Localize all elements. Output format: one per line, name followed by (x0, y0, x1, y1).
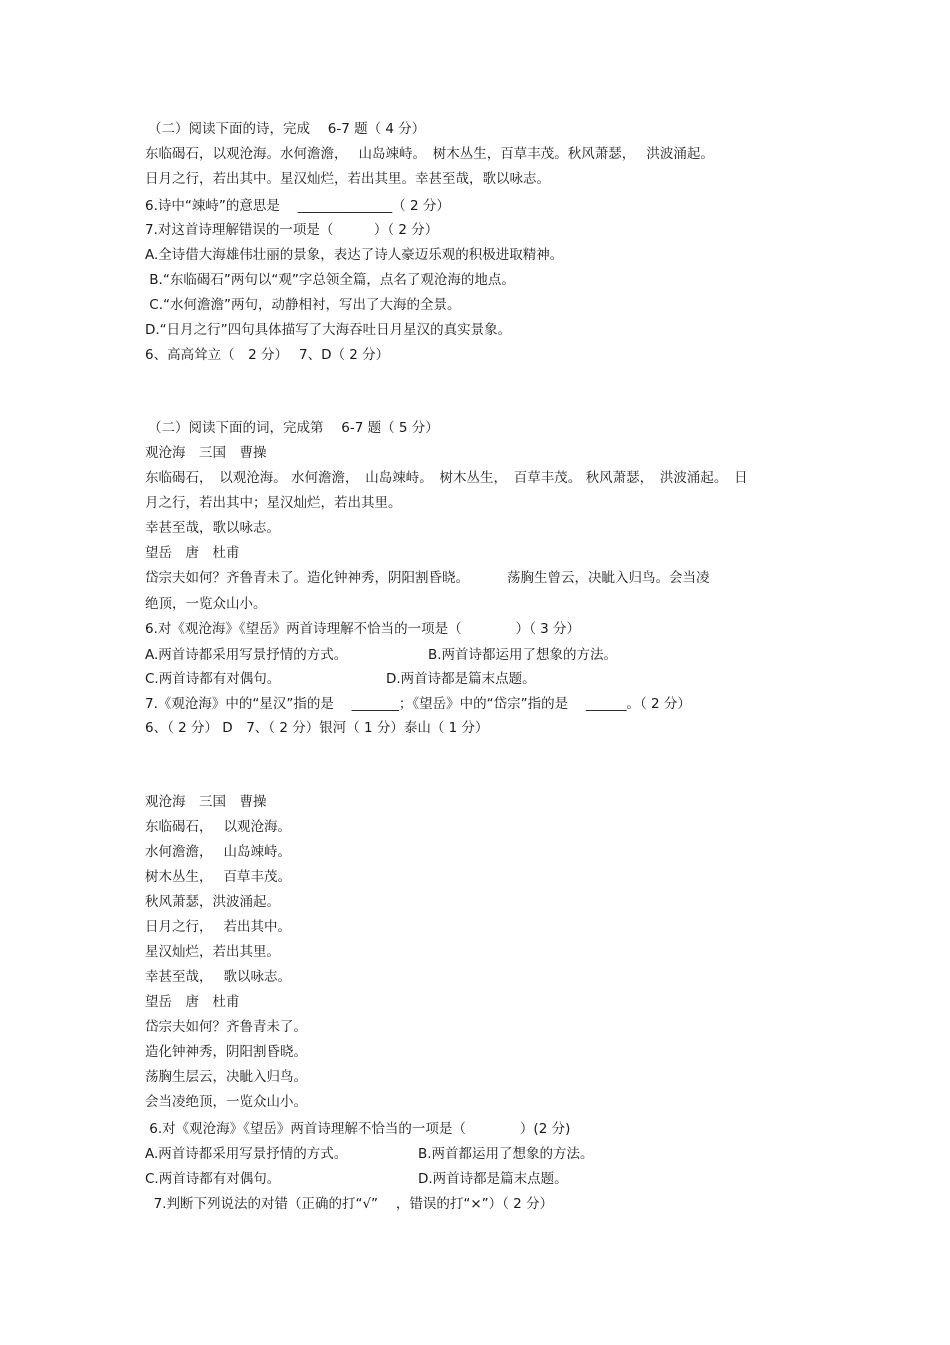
section2-option-a: A.两首诗都采用写景抒情的方式。 (145, 647, 348, 663)
section3-poem2-line: 会当凌绝顶，一览众山小。 (145, 1094, 307, 1110)
section3-poem2-line: 造化钟神秀，阴阳割昏晓。 (145, 1044, 307, 1060)
section2-poem2-title: 望岳 唐 杜甫 (145, 545, 240, 561)
section1-option-d: D.“日月之行”四句具体描写了大海吞吐日月星汉的真实景象。 (145, 322, 512, 338)
section2-heading: （二）阅读下面的词，完成第 6-7 题（ 5 分） (148, 420, 439, 436)
section3-poem1-line: 秋风萧瑟，洪波涌起。 (145, 894, 280, 910)
section2-question6: 6.对《观沧海》《望岳》两首诗理解不恰当的一项是（ ）（ 3 分） (145, 621, 581, 637)
section2-poem2-line1: 岱宗夫如何？齐鲁青未了。造化钟神秀，阴阳割昏晓。 荡胸生曾云，决眦入归鸟。会当凌 (145, 570, 710, 586)
section2-option-b: B.两首诗都运用了想象的方法。 (428, 647, 618, 663)
section3-question7: 7.判断下列说法的对错（正确的打“√” ，错误的打“×”）（ 2 分） (145, 1196, 554, 1212)
section3-option-d: D.两首诗都是篇末点题。 (418, 1171, 568, 1187)
section3-poem1-title: 观沧海 三国 曹操 (145, 794, 267, 810)
section3-poem1-line: 东临碣石， 以观沧海。 (145, 819, 292, 835)
section3-option-c: C.两首诗都有对偶句。 (145, 1171, 281, 1187)
section1-question6: 6.诗中“竦峙”的意思是 ______________（ 2 分） (145, 198, 450, 214)
section2-answer: 6、（ 2 分） D 7、（ 2 分）银河（ 1 分）泰山（ 1 分） (145, 720, 489, 736)
section1-option-c: C.“水何澹澹”两句，动静相衬，写出了大海的全景。 (145, 297, 461, 313)
section2-poem1-line3: 幸甚至哉，歌以咏志。 (145, 520, 280, 536)
section1-answer: 6、高高耸立（ 2 分） 7、D（ 2 分） (145, 347, 390, 363)
section2-poem1-line2: 月之行，若出其中；星汉灿烂，若出其里。 (145, 495, 402, 511)
section3-option-a: A.两首诗都采用写景抒情的方式。 (145, 1146, 348, 1162)
section3-poem1-line: 树木丛生， 百草丰茂。 (145, 869, 292, 885)
section3-option-b: B.两首都运用了想象的方法。 (418, 1146, 594, 1162)
section3-poem1-line: 幸甚至哉， 歌以咏志。 (145, 969, 292, 985)
section1-heading: （二）阅读下面的诗，完成 6-7 题（ 4 分） (148, 121, 426, 137)
section2-poem1-line1: 东临碣石， 以观沧海。 水何澹澹， 山岛竦峙。 树木丛生， 百草丰茂。 秋风萧瑟， 洪波涌起。 日 (145, 470, 748, 486)
section2-question7: 7.《观沧海》中的“星汉”指的是 _______；《望岳》中的“岱宗”指的是 ______。（ 2 分） (145, 696, 691, 712)
section3-poem1-line: 日月之行， 若出其中。 (145, 919, 292, 935)
section2-poem1-title: 观沧海 三国 曹操 (145, 445, 267, 461)
section1-option-a: A.全诗借大海雄伟壮丽的景象，表达了诗人豪迈乐观的积极进取精神。 (145, 247, 564, 263)
section3-question6: 6.对《观沧海》《望岳》两首诗理解不恰当的一项是（ ）(2 分) (145, 1121, 571, 1137)
section3-poem1-line: 星汉灿烂，若出其里。 (145, 944, 280, 960)
section3-poem1-line: 水何澹澹， 山岛竦峙。 (145, 844, 292, 860)
section1-option-b: B.“东临碣石”两句以“观”字总领全篇，点名了观沧海的地点。 (145, 272, 515, 288)
section3-poem2-line: 岱宗夫如何？齐鲁青未了。 (145, 1019, 307, 1035)
section1-poem-line1: 东临碣石，以观沧海。水何澹澹， 山岛竦峙。 树木丛生，百草丰茂。秋风萧瑟， 洪波涌起。 (145, 146, 714, 162)
section2-option-d: D.两首诗都是篇末点题。 (386, 671, 536, 687)
section2-poem2-line2: 绝顶，一览众山小。 (145, 596, 267, 612)
section1-question7: 7.对这首诗理解错误的一项是（ ）（ 2 分） (145, 222, 439, 238)
section3-poem2-title: 望岳 唐 杜甫 (145, 994, 240, 1010)
section1-poem-line2: 日月之行，若出其中。星汉灿烂，若出其里。幸甚至哉，歌以咏志。 (145, 171, 550, 187)
section2-option-c: C.两首诗都有对偶句。 (145, 671, 281, 687)
section3-poem2-line: 荡胸生层云，决眦入归鸟。 (145, 1069, 307, 1085)
